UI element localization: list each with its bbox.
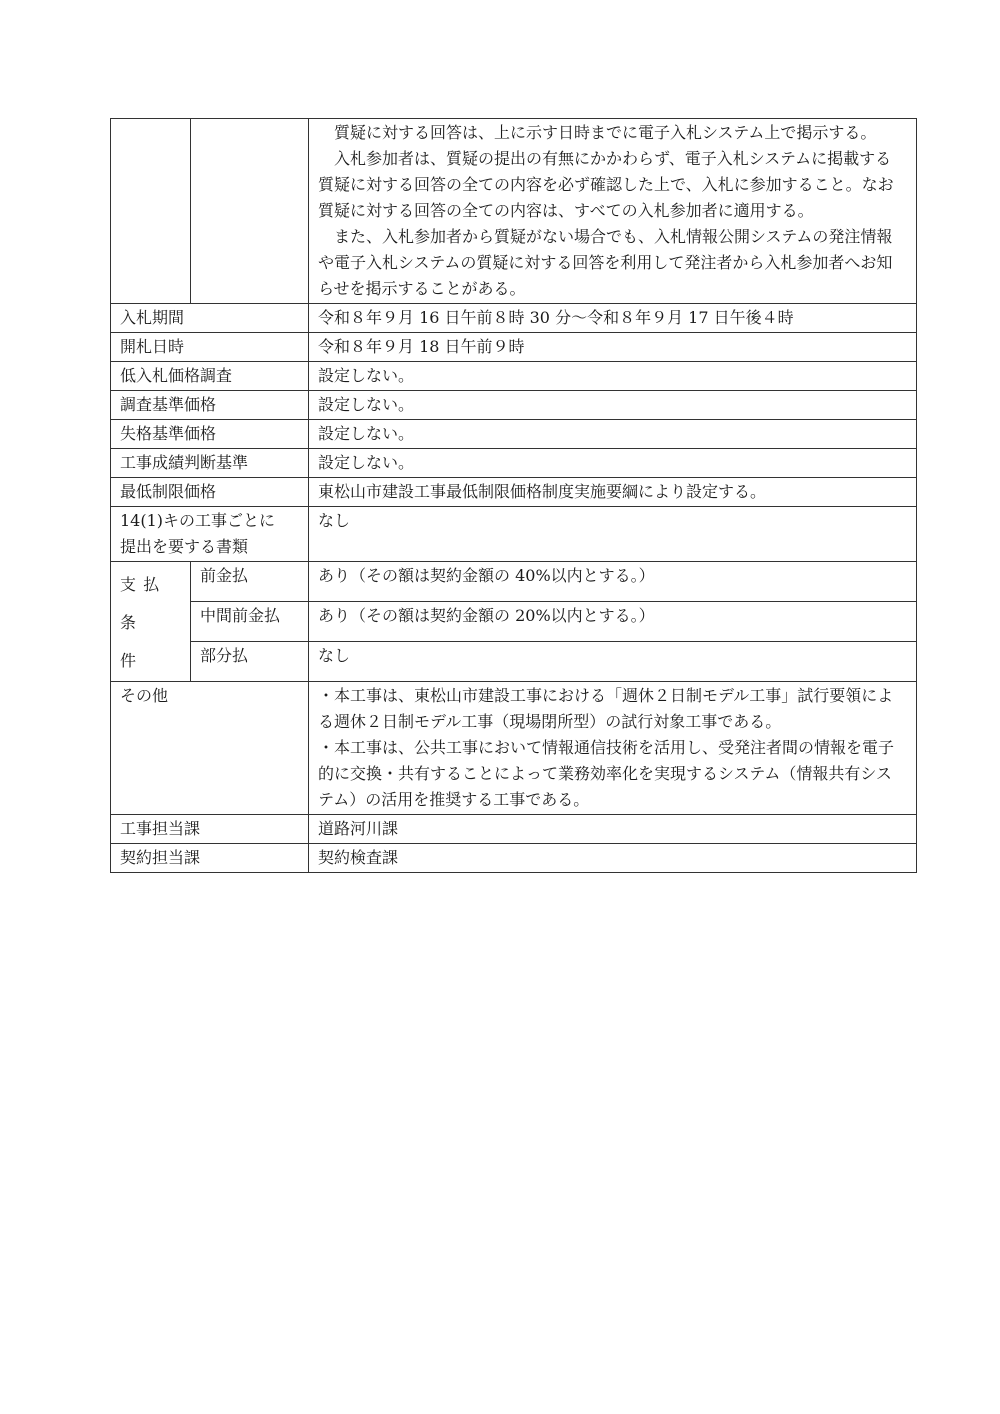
documents-label-line-1: 14(1)キの工事ごとに bbox=[120, 511, 276, 530]
disqualification-price-row bbox=[111, 420, 917, 449]
construction-dept-label: 工事担当課 bbox=[111, 815, 309, 844]
inquiry-row bbox=[111, 119, 917, 304]
inquiry-paragraph-3: また、入札参加者から質疑がない場合でも、入札情報公開システムの発注情報や電子入札システムの質疑に対する回答を利用して発注者から入札参加者へお知らせを掲示することがある。 bbox=[318, 227, 893, 298]
payment-partial-value: なし bbox=[309, 642, 917, 682]
performance-criteria-label: 工事成績判断基準 bbox=[111, 449, 309, 478]
payment-partial-row bbox=[111, 642, 917, 682]
performance-criteria-value: 設定しない。 bbox=[309, 449, 917, 478]
construction-dept-value: 道路河川課 bbox=[309, 815, 917, 844]
minimum-price-label: 最低制限価格 bbox=[111, 478, 309, 507]
bid-period-value: 令和８年９月 16 日午前８時 30 分～令和８年９月 17 日午後４時 bbox=[309, 304, 917, 333]
documents-value: なし bbox=[309, 507, 917, 562]
other-item-2: ・本工事は、公共工事において情報通信技術を活用し、受発注者間の情報を電子的に交換・共有することによって業務効率化を実現するシステム（情報共有システム）の活用を推奨する工事である。 bbox=[318, 738, 895, 809]
opening-value: 令和８年９月 18 日午前９時 bbox=[309, 333, 917, 362]
bid-period-row bbox=[111, 304, 917, 333]
inquiry-label-cell-1 bbox=[111, 119, 191, 304]
contract-dept-value: 契約検査課 bbox=[309, 844, 917, 873]
payment-terms-label bbox=[111, 562, 191, 682]
bid-period-label: 入札期間 bbox=[111, 304, 309, 333]
performance-criteria-row bbox=[111, 449, 917, 478]
other-item-1: ・本工事は、東松山市建設工事における「週休２日制モデル工事」試行要領による週休２日制モデル工事（現場閉所型）の試行対象工事である。 bbox=[318, 686, 894, 731]
survey-base-price-row bbox=[111, 391, 917, 420]
inquiry-content bbox=[309, 119, 917, 304]
opening-row bbox=[111, 333, 917, 362]
documents-label bbox=[111, 507, 309, 562]
low-bid-survey-row bbox=[111, 362, 917, 391]
payment-interim-row bbox=[111, 602, 917, 642]
payment-terms-label-line-2: 件 bbox=[120, 651, 144, 670]
payment-partial-label: 部分払 bbox=[191, 642, 309, 682]
documents-label-line-2: 提出を要する書類 bbox=[120, 537, 249, 556]
payment-interim-value: あり（その額は契約金額の 20%以内とする。） bbox=[309, 602, 917, 642]
contract-dept-row bbox=[111, 844, 917, 873]
survey-base-price-label: 調査基準価格 bbox=[111, 391, 309, 420]
contract-dept-label: 契約担当課 bbox=[111, 844, 309, 873]
survey-base-price-value: 設定しない。 bbox=[309, 391, 917, 420]
payment-advance-value: あり（その額は契約金額の 40%以内とする。） bbox=[309, 562, 917, 602]
payment-terms-label-line-1: 支払条 bbox=[120, 575, 167, 632]
low-bid-survey-label: 低入札価格調査 bbox=[111, 362, 309, 391]
tender-spec-table bbox=[110, 118, 917, 873]
inquiry-paragraph-2: 入札参加者は、質疑の提出の有無にかかわらず、電子入札システムに掲載する質疑に対する回答の全ての内容を必ず確認した上で、入札に参加すること。なお質疑に対する回答の全ての内容は、すべての入札参加者に適用する。 bbox=[318, 149, 894, 220]
construction-dept-row bbox=[111, 815, 917, 844]
inquiry-paragraph-1: 質疑に対する回答は、上に示す日時までに電子入札システム上で掲示する。 bbox=[334, 123, 877, 142]
minimum-price-value: 東松山市建設工事最低制限価格制度実施要綱により設定する。 bbox=[309, 478, 917, 507]
disqualification-price-label: 失格基準価格 bbox=[111, 420, 309, 449]
payment-advance-row bbox=[111, 562, 917, 602]
opening-label: 開札日時 bbox=[111, 333, 309, 362]
inquiry-label-cell-2 bbox=[191, 119, 309, 304]
payment-interim-label: 中間前金払 bbox=[191, 602, 309, 642]
payment-advance-label: 前金払 bbox=[191, 562, 309, 602]
other-label: その他 bbox=[111, 682, 309, 815]
minimum-price-row bbox=[111, 478, 917, 507]
disqualification-price-value: 設定しない。 bbox=[309, 420, 917, 449]
other-row bbox=[111, 682, 917, 815]
documents-row bbox=[111, 507, 917, 562]
other-content bbox=[309, 682, 917, 815]
low-bid-survey-value: 設定しない。 bbox=[309, 362, 917, 391]
